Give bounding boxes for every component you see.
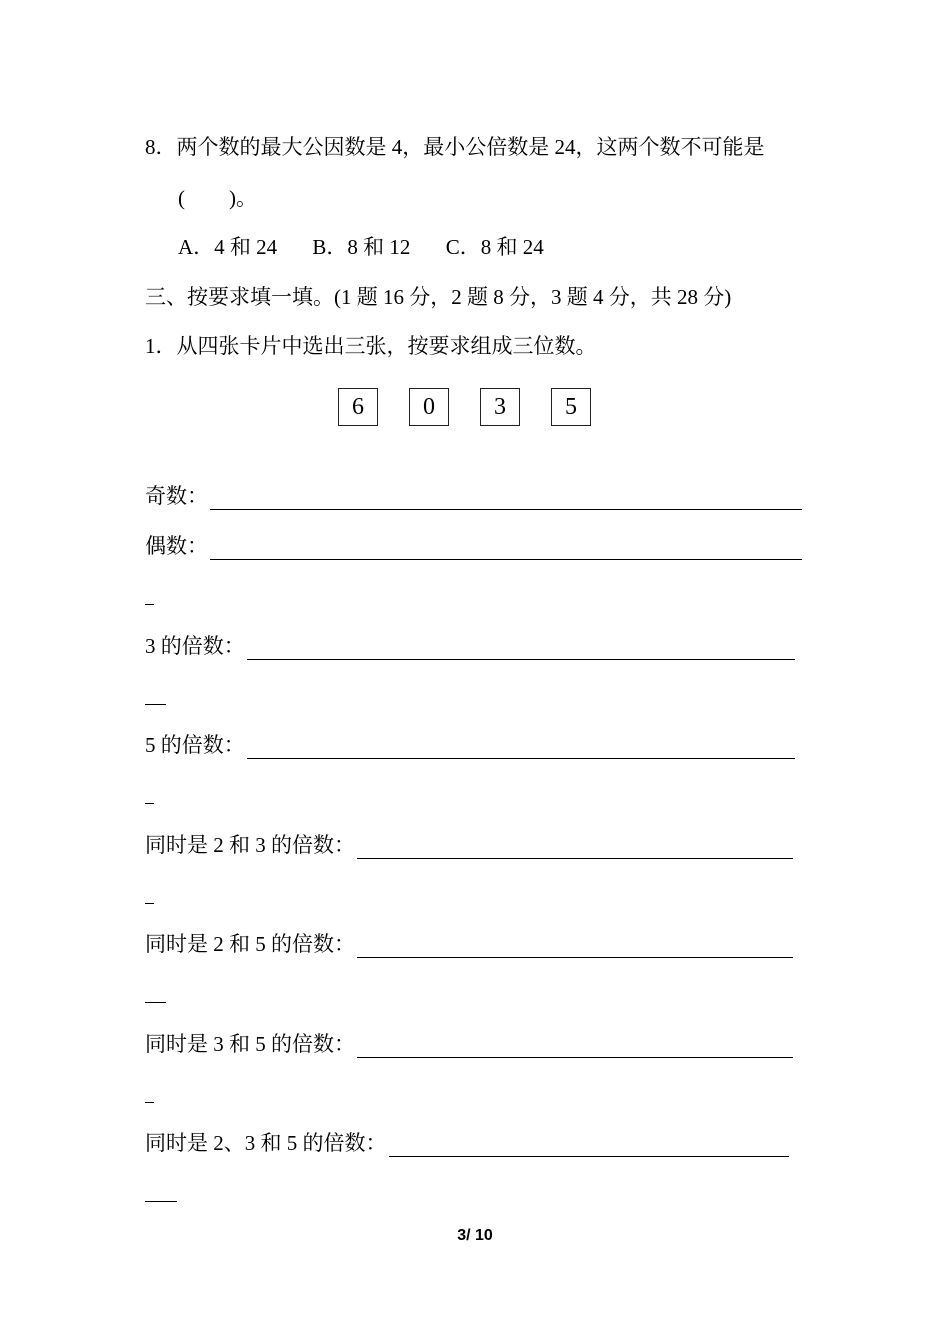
answer-line[interactable] <box>357 936 793 958</box>
blank-label: 5 的倍数： <box>145 733 245 757</box>
blank-label: 3 的倍数： <box>145 634 245 658</box>
answer-line[interactable] <box>247 737 795 759</box>
number-cards <box>338 388 591 426</box>
number-card: 6 <box>338 388 378 426</box>
answer-line[interactable] <box>389 1135 789 1157</box>
blank-row-multiple-of-2-3-and-5 <box>145 1129 789 1157</box>
line-continuation <box>145 604 154 605</box>
question-1-stem: 1．从四张卡片中选出三张，按要求组成三位数。 <box>145 334 597 358</box>
question-8-options <box>178 233 544 261</box>
answer-line[interactable] <box>357 1036 793 1058</box>
paren-close: )。 <box>229 186 257 210</box>
section-3-heading: 三、按要求填一填。(1 题 16 分，2 题 8 分，3 题 4 分，共 28 分) <box>145 285 732 309</box>
paren-open: ( <box>178 186 185 210</box>
answer-line[interactable] <box>357 837 793 859</box>
answer-line[interactable] <box>210 538 802 560</box>
answer-line[interactable] <box>247 638 795 660</box>
option-b[interactable]: B．8 和 12 <box>312 235 411 259</box>
number-card: 3 <box>480 388 520 426</box>
page-number: 3/ 10 <box>457 1227 493 1244</box>
blank-label: 偶数： <box>145 534 208 558</box>
question-8-answer-paren <box>178 184 257 212</box>
blank-row-multiple-of-3 <box>145 632 795 660</box>
blank-label: 奇数： <box>145 484 208 508</box>
line-continuation <box>145 704 166 705</box>
line-continuation <box>145 1002 166 1003</box>
answer-line[interactable] <box>210 488 802 510</box>
line-continuation <box>145 1201 177 1202</box>
option-a[interactable]: A．4 和 24 <box>178 235 278 259</box>
blank-label: 同时是 3 和 5 的倍数： <box>145 1032 355 1056</box>
blank-row-multiple-of-3-and-5 <box>145 1030 793 1058</box>
blank-label: 同时是 2、3 和 5 的倍数： <box>145 1131 387 1155</box>
blank-label: 同时是 2 和 3 的倍数： <box>145 833 355 857</box>
line-continuation <box>145 803 154 804</box>
blank-row-odd <box>145 482 802 510</box>
blank-row-even <box>145 532 802 560</box>
option-c[interactable]: C．8 和 24 <box>445 235 544 259</box>
number-card: 0 <box>409 388 449 426</box>
question-8-stem: 8．两个数的最大公因数是 4，最小公倍数是 24，这两个数不可能是 <box>145 135 765 159</box>
line-continuation <box>145 1102 154 1103</box>
blank-row-multiple-of-5 <box>145 731 795 759</box>
blank-row-multiple-of-2-and-5 <box>145 930 793 958</box>
blank-label: 同时是 2 和 5 的倍数： <box>145 932 355 956</box>
line-continuation <box>145 903 154 904</box>
blank-row-multiple-of-2-and-3 <box>145 831 793 859</box>
number-card: 5 <box>551 388 591 426</box>
